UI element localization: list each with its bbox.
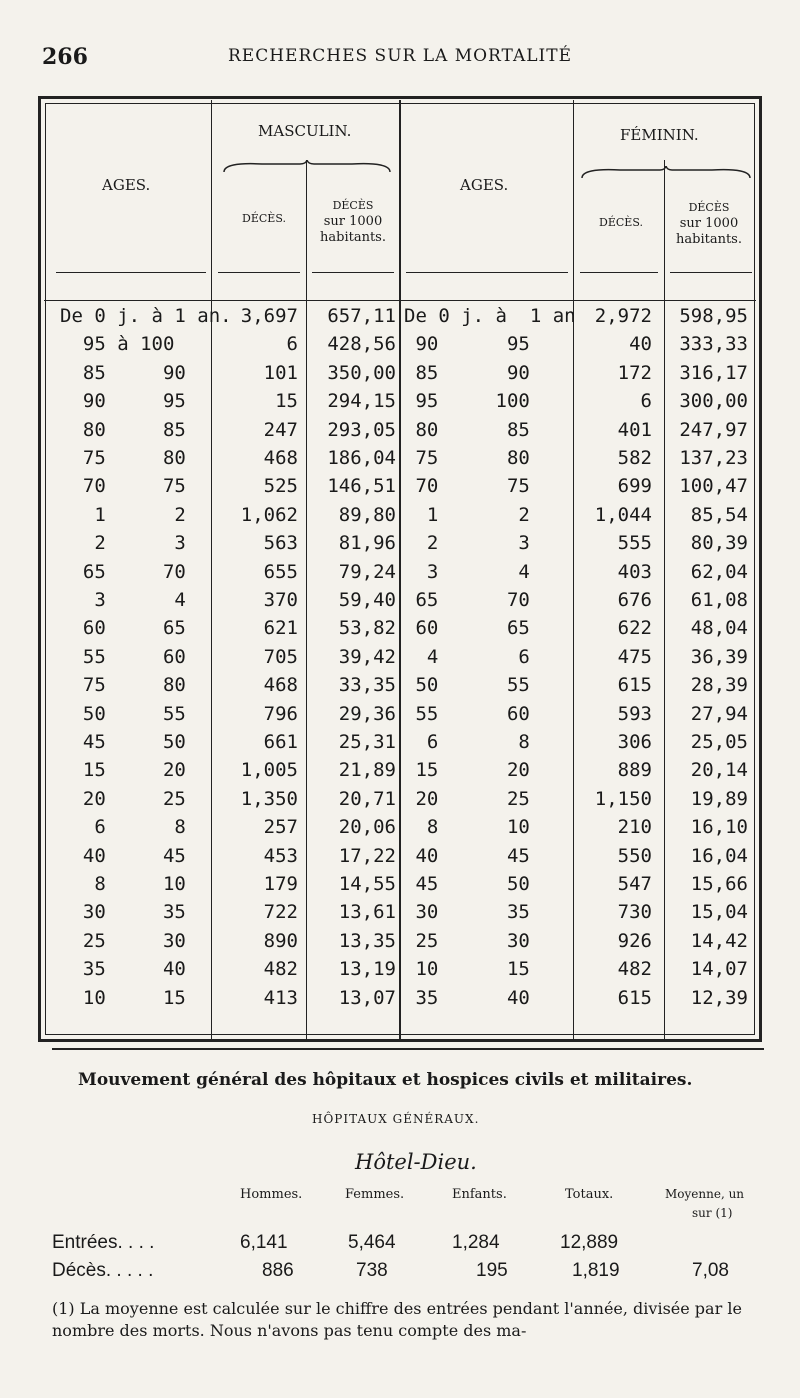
- age-feminine: 95 100: [404, 390, 530, 413]
- rate-masculine: 17,22: [338, 844, 396, 867]
- column-header-moyenne: Moyenne, un: [665, 1187, 745, 1201]
- rate-feminine: 100,47: [679, 475, 748, 498]
- age-feminine: 70 75: [404, 475, 530, 498]
- deces-header-masculine: DÉCÈS.: [242, 212, 286, 225]
- age-feminine: 85 90: [404, 361, 530, 384]
- deaths-feminine: 676: [617, 589, 652, 611]
- age-feminine: 4 6: [404, 645, 530, 668]
- table-row: [42, 390, 760, 418]
- deaths-feminine: 210: [617, 816, 652, 839]
- header-rule: [670, 272, 752, 273]
- rate-masculine: 20,06: [338, 816, 396, 839]
- header-brace: [222, 160, 392, 172]
- deaths-feminine: 2,972: [594, 305, 652, 327]
- cell-enfants: 1,284: [452, 1232, 500, 1253]
- rate-masculine: 20,71: [338, 787, 396, 810]
- table-row: [42, 703, 760, 731]
- table-row: [42, 646, 760, 674]
- rate-header-line: habitants.: [320, 230, 386, 245]
- age-masculine: 6 8: [60, 816, 186, 839]
- age-masculine: 90 95: [60, 390, 186, 413]
- page-number: 266: [42, 44, 88, 70]
- rate-header-feminine: [666, 200, 752, 248]
- cell-femmes: 738: [356, 1260, 388, 1281]
- rate-masculine: 59,40: [338, 589, 396, 611]
- age-masculine: 85 90: [60, 361, 186, 384]
- age-feminine: 75 80: [404, 447, 530, 469]
- deaths-feminine: 482: [617, 958, 652, 981]
- table-row: [42, 930, 760, 958]
- age-masculine: 10 15: [60, 986, 186, 1009]
- masculin-header: MASCULIN.: [258, 122, 352, 140]
- table-row: [42, 901, 760, 929]
- header-rule: [56, 272, 206, 273]
- age-feminine: 65 70: [404, 589, 530, 611]
- rate-feminine: 16,04: [690, 844, 748, 867]
- age-masculine: 15 20: [60, 759, 186, 782]
- table-row: [42, 589, 760, 617]
- age-feminine: 45 50: [404, 873, 530, 895]
- rate-header-line: DÉCÈS: [688, 201, 730, 214]
- table-bottom-rule: [52, 1048, 764, 1050]
- deaths-feminine: 550: [617, 844, 652, 867]
- deaths-feminine: 730: [617, 901, 652, 924]
- deaths-masculine: 621: [263, 617, 298, 640]
- deaths-feminine: 582: [617, 447, 652, 469]
- table-row: [42, 759, 760, 787]
- age-masculine: 65 70: [60, 560, 186, 583]
- rate-feminine: 598,95: [679, 305, 748, 327]
- deaths-masculine: 1,005: [240, 759, 298, 782]
- age-masculine: 80 85: [60, 418, 186, 441]
- rate-feminine: 15,04: [690, 901, 748, 924]
- deaths-feminine: 403: [617, 560, 652, 583]
- rate-masculine: 13,19: [338, 958, 396, 981]
- rate-feminine: 15,66: [690, 873, 748, 895]
- cell-totaux: 1,819: [572, 1260, 620, 1281]
- table-row: [42, 532, 760, 560]
- age-feminine: 6 8: [404, 731, 530, 753]
- age-feminine: 8 10: [404, 816, 530, 839]
- rate-feminine: 14,07: [690, 958, 748, 981]
- header-brace: [580, 166, 752, 178]
- cell-totaux: 12,889: [560, 1232, 619, 1253]
- age-masculine: 75 80: [60, 447, 186, 469]
- ages-header-masculine: AGES.: [102, 176, 151, 194]
- rate-masculine: 657,11: [327, 305, 396, 327]
- age-feminine: 20 25: [404, 787, 530, 810]
- deaths-masculine: 1,062: [240, 503, 298, 526]
- age-feminine: 60 65: [404, 617, 530, 640]
- rate-feminine: 300,00: [679, 390, 748, 413]
- deaths-masculine: 661: [263, 731, 298, 753]
- table-row: [42, 362, 760, 390]
- rate-masculine: 25,31: [338, 731, 396, 753]
- age-masculine: 45 50: [60, 731, 186, 753]
- deaths-masculine: 563: [263, 532, 298, 555]
- age-masculine: 30 35: [60, 901, 186, 924]
- header-rule: [406, 272, 568, 273]
- rate-feminine: 14,42: [690, 929, 748, 952]
- cell-hommes: 6,141: [240, 1232, 288, 1253]
- rate-feminine: 28,39: [690, 674, 748, 697]
- age-feminine: 2 3: [404, 532, 530, 555]
- table-row: [42, 674, 760, 702]
- deaths-feminine: 401: [617, 418, 652, 441]
- rate-masculine: 81,96: [338, 532, 396, 555]
- header-separator: [44, 300, 756, 301]
- deaths-feminine: 172: [617, 361, 652, 384]
- deaths-masculine: 482: [263, 958, 298, 981]
- deaths-masculine: 890: [263, 929, 298, 952]
- table-row: [42, 305, 760, 333]
- age-masculine: 2 3: [60, 532, 186, 555]
- age-masculine: 75 80: [60, 674, 186, 697]
- age-feminine: 40 45: [404, 844, 530, 867]
- table-row: [42, 419, 760, 447]
- age-masculine: 40 45: [60, 844, 186, 867]
- rate-masculine: 13,07: [338, 986, 396, 1009]
- rate-header-line: DÉCÈS: [332, 199, 374, 212]
- rate-feminine: 19,89: [690, 787, 748, 810]
- rate-masculine: 29,36: [338, 702, 396, 725]
- rate-feminine: 61,08: [690, 589, 748, 611]
- rate-feminine: 36,39: [690, 645, 748, 668]
- age-feminine: 15 20: [404, 759, 530, 782]
- rate-masculine: 14,55: [338, 873, 396, 895]
- age-masculine: 70 75: [60, 475, 186, 498]
- table-row: [42, 731, 760, 759]
- rate-masculine: 21,89: [338, 759, 396, 782]
- deaths-masculine: 413: [263, 986, 298, 1009]
- deaths-feminine: 1,044: [594, 503, 652, 526]
- age-feminine: 80 85: [404, 418, 530, 441]
- age-feminine: 3 4: [404, 560, 530, 583]
- rate-feminine: 25,05: [690, 731, 748, 753]
- column-header-enfants: Enfants.: [452, 1187, 507, 1202]
- footnote: (1) La moyenne est calculée sur le chiffre des entrées pendant l'année, divisée par le nombre des morts. Nous n'avons pas tenu compte des ma-: [52, 1299, 742, 1340]
- deaths-feminine: 6: [640, 390, 652, 413]
- rate-header-line: sur 1000: [323, 214, 383, 229]
- header-rule: [312, 272, 394, 273]
- deaths-feminine: 926: [617, 929, 652, 952]
- age-feminine: 90 95: [404, 333, 530, 356]
- row-label: Entrées. . . .: [52, 1232, 155, 1253]
- rate-masculine: 294,15: [327, 390, 396, 413]
- column-header-hommes: Hommes.: [240, 1187, 303, 1202]
- age-feminine: 30 35: [404, 901, 530, 924]
- rate-masculine: 33,35: [338, 674, 396, 697]
- column-header-totaux: Totaux.: [565, 1187, 614, 1202]
- rate-feminine: 85,54: [690, 503, 748, 526]
- age-masculine: 20 25: [60, 787, 186, 810]
- deaths-feminine: 699: [617, 475, 652, 498]
- rate-feminine: 137,23: [679, 447, 748, 469]
- age-masculine: 95 à 100: [60, 333, 175, 356]
- age-masculine: 1 2: [60, 503, 186, 526]
- rate-feminine: 48,04: [690, 617, 748, 640]
- rate-masculine: 79,24: [338, 560, 396, 583]
- section-subtitle: HÔPITAUX GÉNÉRAUX.: [312, 1112, 480, 1126]
- table-row: [42, 447, 760, 475]
- rate-masculine: 428,56: [327, 333, 396, 356]
- age-feminine: 1 2: [404, 503, 530, 526]
- table-row: [42, 333, 760, 361]
- deaths-feminine: 547: [617, 873, 652, 895]
- deaths-masculine: 796: [263, 702, 298, 725]
- deaths-feminine: 889: [617, 759, 652, 782]
- rate-feminine: 20,14: [690, 759, 748, 782]
- section-title: Mouvement général des hôpitaux et hospices civils et militaires.: [78, 1070, 693, 1090]
- table-row: [42, 475, 760, 503]
- table-row: [42, 873, 760, 901]
- rate-feminine: 27,94: [690, 702, 748, 725]
- deaths-masculine: 257: [263, 816, 298, 839]
- deaths-masculine: 247: [263, 418, 298, 441]
- row-label: Décès. . . . .: [52, 1260, 154, 1281]
- table-row: [42, 845, 760, 873]
- age-masculine: 55 60: [60, 645, 186, 668]
- cell-hommes: 886: [262, 1260, 294, 1281]
- deaths-feminine: 40: [629, 333, 652, 356]
- deaths-masculine: 468: [263, 674, 298, 697]
- deaths-masculine: 370: [263, 589, 298, 611]
- deaths-feminine: 593: [617, 702, 652, 725]
- deaths-feminine: 622: [617, 617, 652, 640]
- rate-masculine: 89,80: [338, 503, 396, 526]
- rate-header-masculine: [308, 198, 398, 246]
- rate-masculine: 13,61: [338, 901, 396, 924]
- deaths-masculine: 3,697: [240, 305, 298, 327]
- rate-feminine: 80,39: [690, 532, 748, 555]
- age-masculine: 8 10: [60, 873, 186, 895]
- age-feminine: 50 55: [404, 674, 530, 697]
- table-row: [42, 788, 760, 816]
- age-masculine: 60 65: [60, 617, 186, 640]
- ages-header-feminine: AGES.: [460, 176, 509, 194]
- table-row: [42, 504, 760, 532]
- rate-feminine: 316,17: [679, 361, 748, 384]
- deaths-masculine: 655: [263, 560, 298, 583]
- rate-masculine: 39,42: [338, 645, 396, 668]
- rate-feminine: 16,10: [690, 816, 748, 839]
- deaths-masculine: 722: [263, 901, 298, 924]
- rate-masculine: 186,04: [327, 447, 396, 469]
- rate-masculine: 146,51: [327, 475, 396, 498]
- deaths-masculine: 179: [263, 873, 298, 895]
- rate-masculine: 293,05: [327, 418, 396, 441]
- age-feminine: 25 30: [404, 929, 530, 952]
- rate-feminine: 12,39: [690, 986, 748, 1009]
- deaths-masculine: 101: [263, 361, 298, 384]
- column-header-moyenne-sub: sur (1): [692, 1206, 733, 1220]
- rate-masculine: 350,00: [327, 361, 396, 384]
- cell-enfants: 195: [476, 1260, 508, 1281]
- deaths-feminine: 475: [617, 645, 652, 668]
- rate-feminine: 247,97: [679, 418, 748, 441]
- deaths-feminine: 615: [617, 986, 652, 1009]
- rate-header-line: sur 1000: [679, 216, 739, 231]
- running-title: RECHERCHES SUR LA MORTALITÉ: [228, 46, 572, 66]
- age-masculine: De 0 j. à 1 an.: [60, 305, 232, 327]
- hospital-name: Hôtel-Dieu.: [355, 1150, 477, 1174]
- deaths-masculine: 525: [263, 475, 298, 498]
- rate-masculine: 13,35: [338, 929, 396, 952]
- deaths-feminine: 306: [617, 731, 652, 753]
- deaths-masculine: 15: [275, 390, 298, 413]
- rate-feminine: 62,04: [690, 560, 748, 583]
- header-rule: [580, 272, 658, 273]
- age-masculine: 3 4: [60, 589, 186, 611]
- table-row: [42, 816, 760, 844]
- deaths-feminine: 615: [617, 674, 652, 697]
- cell-femmes: 5,464: [348, 1232, 396, 1253]
- cell-moyenne: 7,08: [692, 1260, 729, 1281]
- column-header-femmes: Femmes.: [345, 1187, 405, 1202]
- age-masculine: 35 40: [60, 958, 186, 981]
- feminin-header: FÉMININ.: [620, 126, 699, 144]
- age-feminine: 55 60: [404, 702, 530, 725]
- header-rule: [218, 272, 300, 273]
- rate-header-line: habitants.: [676, 232, 742, 247]
- deces-header-feminine: DÉCÈS.: [599, 216, 643, 229]
- deaths-masculine: 468: [263, 447, 298, 469]
- deaths-masculine: 1,350: [240, 787, 298, 810]
- table-row: [42, 617, 760, 645]
- deaths-feminine: 555: [617, 532, 652, 555]
- age-feminine: 35 40: [404, 986, 530, 1009]
- age-feminine: 10 15: [404, 958, 530, 981]
- deaths-masculine: 453: [263, 844, 298, 867]
- table-row: [42, 987, 760, 1015]
- age-masculine: 50 55: [60, 702, 186, 725]
- deaths-feminine: 1,150: [594, 787, 652, 810]
- rate-feminine: 333,33: [679, 333, 748, 356]
- age-feminine: De 0 j. à 1 an: [404, 305, 576, 327]
- table-row: [42, 561, 760, 589]
- deaths-masculine: 6: [286, 333, 298, 356]
- table-row: [42, 958, 760, 986]
- age-masculine: 25 30: [60, 929, 186, 952]
- deaths-masculine: 705: [263, 645, 298, 668]
- rate-masculine: 53,82: [338, 617, 396, 640]
